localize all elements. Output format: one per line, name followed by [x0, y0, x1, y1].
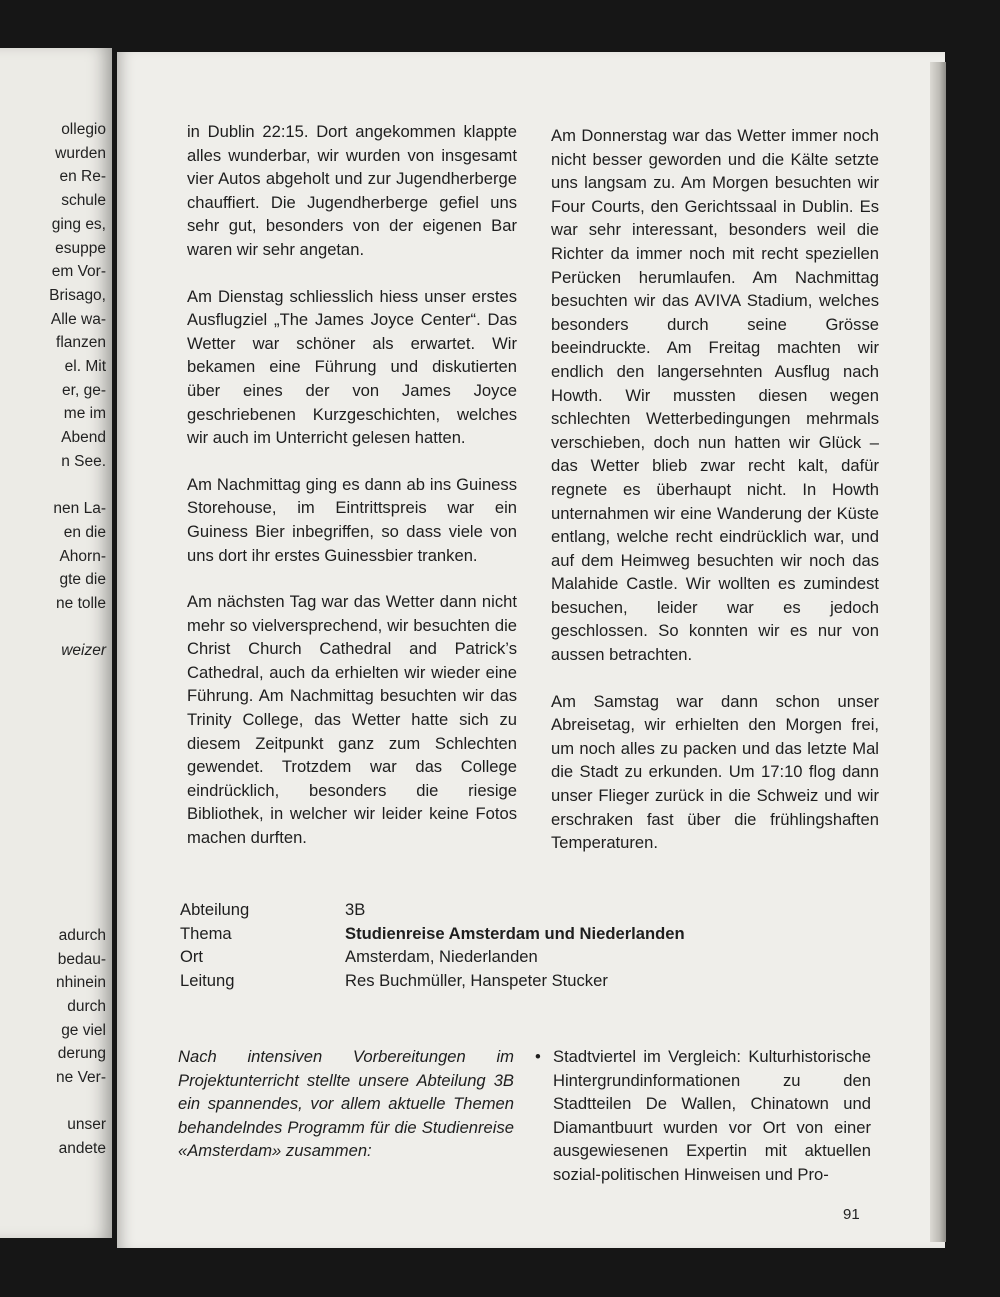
paragraph: Am nächsten Tag war das Wetter dann nicht mehr so vielversprechend, wir besuchten die Christ Church Cathedral and Patrick’s Cathedral, auch da erhielten wir wieder eine Führung. Am Nachmittag besuchten wir das Trinity College, das Wetter hatte sich zu diesem Zeitpunkt ganz zum Schlechten gewendet. Trotzdem war das College eindrücklich, besonders die riesige Bibliothek, in welcher wir leider keine Fotos machen durften.	[187, 592, 517, 848]
meta-row-ort	[180, 945, 880, 969]
meta-value: Amsterdam, Niederlanden	[345, 947, 538, 967]
meta-label: Ort	[180, 947, 204, 967]
meta-value-title: Studienreise Amsterdam und Niederlanden	[345, 923, 685, 943]
left-page	[0, 48, 112, 1238]
left-page-fragment: flanzen	[56, 334, 106, 352]
bullet-text: Stadtviertel im Vergleich: Kulturhistorische Hintergrundinformationen zu den Stadtteilen De Wallen, Chinatown und Diamantbuurt wurden vor Ort von einer ausgewiesenen Expertin mit aktuellen sozial-politischen Hinweisen und Pro-	[553, 1047, 871, 1184]
left-page-fragment: weizer	[61, 642, 106, 660]
left-page-fragment: unser	[67, 1116, 106, 1134]
page-number: 91	[843, 1206, 860, 1223]
left-page-fragment: bedau-	[57, 950, 106, 968]
paragraph: Am Samstag war dann schon unser Abreisetag, wir erhielten den Morgen frei, um noch alles zu packen und das letzte Mal die Stadt zu erkunden. Um 17:10 flog dann unser Flieger zurück in die Schweiz und wir erschraken fast über die frühlingshaften Temperaturen.	[551, 691, 879, 853]
paragraph: Am Donnerstag war das Wetter immer noch nicht besser geworden und die Kälte setzte uns langsam zu. Am Morgen besuchten wir Four Courts, den Gerichtssaal in Dublin. Es war sehr interessant, besonders weil die Richter da immer noch mit recht speziellen Perücken herumlaufen. Am Nachmittag besuchten wir das AVIVA Stadium, welches besonders durch seine Grösse beeindruckte. Am Freitag machten wir endlich den langersehnten Ausflug nach Howth. Wir mussten diesen wegen schlechten Wetterbedingungen mehrmals verschieben, doch nun hatten wir Glück – das Wetter blieb zwar recht kalt, dafür regnete es überhaupt nicht. In Howth unternahmen wir eine Wanderung der Küste entlang, welche recht eindrücklich war, und auf dem Heimweg besuchten wir noch das Malahide Castle. Wir wollten es zumindest besuchen, leider war es jedoch geschlossen. So konnten wir es nur von aussen betrachten.	[551, 126, 879, 665]
article-right-column	[551, 124, 879, 878]
meta-row-abteilung	[180, 898, 880, 922]
left-page-fragment: er, ge-	[62, 381, 106, 399]
left-page-fragment: esuppe	[55, 239, 106, 257]
left-page-fragment: wurden	[55, 144, 106, 162]
left-page-fragment: ne tolle	[56, 595, 106, 612]
left-page-fragment: Brisago,	[49, 286, 106, 304]
left-page-fragment: nen La-	[53, 500, 106, 518]
meta-value: Res Buchmüller, Hanspeter Stucker	[345, 970, 608, 990]
meta-value: 3B	[345, 900, 366, 919]
left-page-fragment: Alle wa-	[50, 310, 106, 328]
paragraph: Am Dienstag schliesslich hiess unser erstes Ausflugziel „The James Joyce Center“. Das Wetter war schöner als erwartet. Wir bekamen eine Führung und diskutierten über eines der von James Joyce geschriebenen Kurzgeschichten, welches wir auch im Unterricht gelesen hatten.	[187, 286, 517, 448]
paragraph: in Dublin 22:15. Dort angekommen klappte alles wunderbar, wir wurden von insgesamt vier Autos abgeholt und zur Jugendherberge chauffiert. Die Jugendherberge gefiel uns sehr gut, besonders von der eigenen Bar waren wir sehr angetan.	[187, 122, 517, 259]
left-page-fragment: gte die	[59, 571, 106, 589]
page-edge	[930, 62, 946, 1242]
left-page-fragment: Abend	[61, 429, 106, 447]
intro-paragraph: Nach intensiven Vorbereitungen im Projektunterricht stellte unsere Abteilung 3B ein spannendes, vor allem aktuelle Themen behandelndes Programm für die Studienreise «Amsterdam» zusammen:	[178, 1047, 514, 1161]
left-page-fragment: n See.	[61, 452, 106, 470]
left-page-fragment: schule	[61, 192, 106, 210]
left-page-fragment: en die	[63, 523, 106, 541]
meta-row-leitung	[180, 969, 880, 993]
paragraph: Am Nachmittag ging es dann ab ins Guiness Storehouse, im Eintrittspreis war ein Guiness Bier inbegriffen, so dass viele von uns dort ihr erstes Guinessbier tranken.	[187, 474, 517, 565]
left-page-fragment: andete	[58, 1140, 106, 1158]
left-page-fragment: ne Ver-	[56, 1069, 106, 1086]
meta-row-thema	[180, 922, 880, 946]
meta-label: Leitung	[180, 970, 235, 990]
meta-label: Thema	[180, 923, 232, 943]
bullet-icon: •	[535, 1047, 541, 1066]
left-page-fragment: ge viel	[61, 1021, 106, 1039]
bullet-item	[535, 1045, 871, 1187]
left-page-fragment: adurch	[58, 926, 106, 944]
left-page-fragment: durch	[67, 997, 106, 1015]
trip-metadata	[180, 898, 880, 992]
article-left-column	[187, 120, 517, 873]
meta-label: Abteilung	[180, 900, 250, 919]
left-page-fragment: me im	[63, 405, 106, 423]
left-page-fragment: ging es,	[51, 215, 106, 233]
left-page-fragment: em Vor-	[51, 263, 106, 281]
left-page-fragment: en Re-	[59, 168, 106, 186]
left-page-fragment: ollegio	[61, 121, 106, 138]
left-page-fragment: el. Mit	[64, 358, 106, 375]
left-page-fragment: nhinein	[56, 974, 106, 992]
left-page-fragment: Ahorn-	[59, 547, 106, 565]
left-page-fragment: derung	[57, 1045, 106, 1063]
